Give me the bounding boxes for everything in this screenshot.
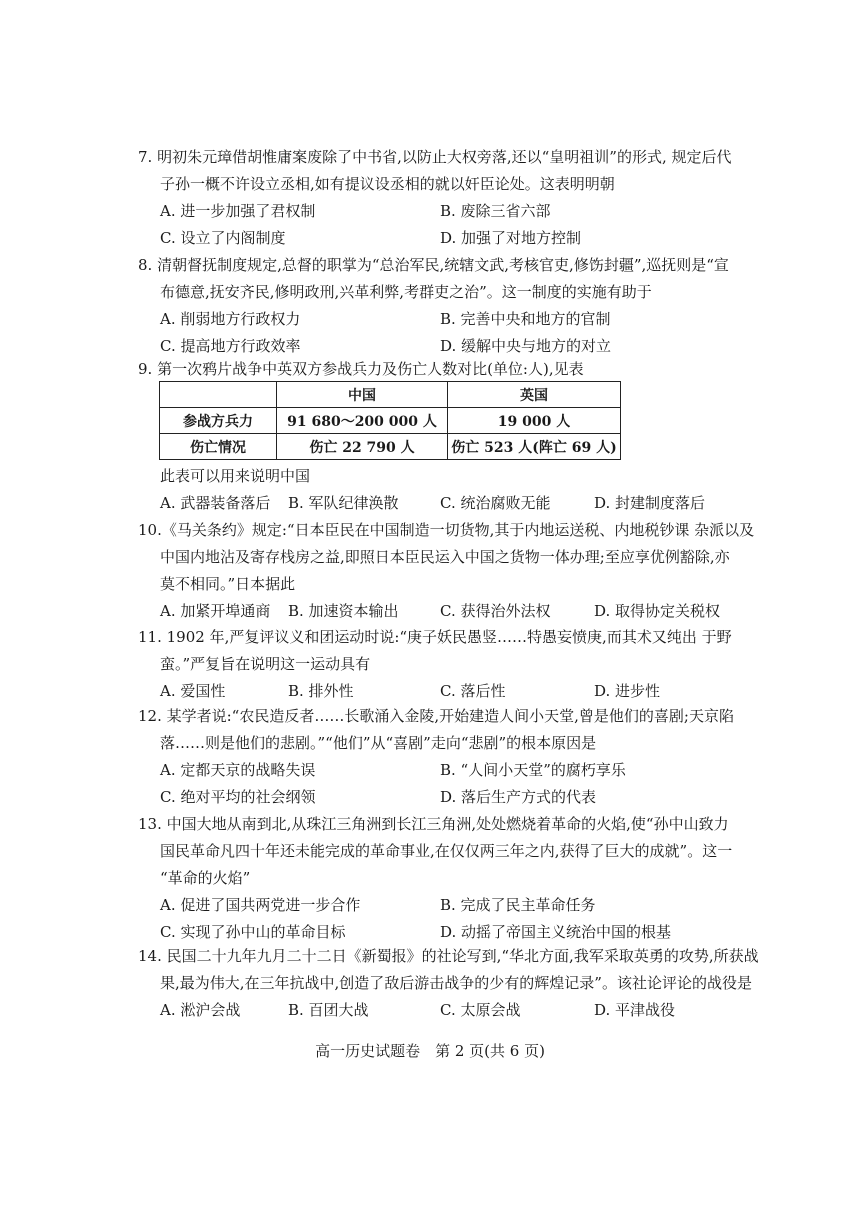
table-header-cell: 英国 — [448, 382, 621, 408]
option-a[interactable]: A. 削弱地方行政权力 — [160, 310, 301, 328]
table-header-row — [160, 382, 621, 408]
option-b[interactable]: B. 军队纪律涣散 — [288, 494, 399, 512]
option-c[interactable]: C. 统治腐败无能 — [440, 494, 551, 512]
table-cell: 伤亡 22 790 人 — [277, 434, 448, 460]
table-cell: 伤亡情况 — [160, 434, 277, 460]
question-13-stem-line-2: 国民革命凡四十年还未能完成的革命事业,在仅仅两三年之内,获得了巨大的成就”。这一 — [160, 842, 733, 860]
question-13-stem-line-1: 13. 中国大地从南到北,从珠江三角洲到长江三角洲,处处燃烧着革命的火焰,使“孙中山致力 — [138, 815, 729, 833]
option-a[interactable]: A. 定都天京的战略失误 — [160, 761, 316, 779]
question-10-stem-line-3: 莫不相同。”日本据此 — [160, 575, 296, 593]
table-cell: 19 000 人 — [448, 408, 621, 434]
question-14 — [138, 943, 758, 1024]
page-footer: 高一历史试题卷 第 2 页(共 6 页) — [315, 1042, 545, 1060]
question-12-options-row-1 — [138, 757, 758, 784]
option-a[interactable]: A. 爱国性 — [160, 682, 226, 700]
option-b[interactable]: B. “人间小天堂”的腐朽享乐 — [440, 761, 626, 779]
question-7-stem-line-2: 子孙一概不许设立丞相,如有提议设丞相的就以奸臣论处。这表明明朝 — [160, 175, 615, 193]
option-b[interactable]: B. 加速资本输出 — [288, 602, 399, 620]
option-c[interactable]: C. 获得治外法权 — [440, 602, 551, 620]
option-c[interactable]: C. 设立了内阁制度 — [160, 229, 286, 247]
question-12-stem-line-1: 12. 某学者说:“农民造反者……长歌涌入金陵,开始建造人间小天堂,曾是他们的喜剧;天京陷 — [138, 707, 734, 725]
option-d[interactable]: D. 进步性 — [594, 682, 661, 700]
question-14-stem-line-2: 果,最为伟大,在三年抗战中,创造了敌后游击战争的少有的辉煌记录”。该社论评论的战役是 — [160, 974, 752, 992]
table-row — [160, 408, 621, 434]
question-11 — [138, 624, 758, 705]
option-d[interactable]: D. 封建制度落后 — [594, 494, 706, 512]
option-b[interactable]: B. 百团大战 — [288, 1001, 369, 1019]
option-c[interactable]: C. 太原会战 — [440, 1001, 521, 1019]
question-9 — [138, 356, 758, 383]
table-cell: 91 680～200 000 人 — [277, 408, 448, 434]
question-9-options-row — [138, 490, 758, 517]
casualty-table — [159, 381, 621, 460]
option-b[interactable]: B. 完成了民主革命任务 — [440, 896, 596, 914]
question-8-stem-line-2: 布德意,抚安齐民,修明政刑,兴革利弊,考群吏之治”。这一制度的实施有助于 — [160, 283, 652, 301]
question-10 — [138, 517, 758, 625]
question-12-stem-line-2: 落……则是他们的悲剧。”“他们”从“喜剧”走向“悲剧”的根本原因是 — [160, 734, 597, 752]
option-b[interactable]: B. 排外性 — [288, 682, 354, 700]
question-7-options-row-1 — [138, 198, 758, 225]
option-d[interactable]: D. 缓解中央与地方的对立 — [440, 337, 612, 355]
option-a[interactable]: A. 武器装备落后 — [160, 494, 271, 512]
table-cell: 参战方兵力 — [160, 408, 277, 434]
question-11-options-row — [138, 678, 758, 705]
question-13-stem-line-3: “革命的火焰” — [160, 869, 251, 887]
question-14-options-row — [138, 997, 758, 1024]
question-12-options-row-2 — [138, 784, 758, 811]
option-b[interactable]: B. 完善中央和地方的官制 — [440, 310, 611, 328]
option-d[interactable]: D. 平津战役 — [594, 1001, 676, 1019]
question-10-stem-line-2: 中国内地沾及寄存栈房之益,即照日本臣民运入中国之货物一体办理;至应享优例豁除,亦 — [160, 548, 730, 566]
option-c[interactable]: C. 实现了孙中山的革命目标 — [160, 923, 346, 941]
option-a[interactable]: A. 加紧开埠通商 — [160, 602, 271, 620]
option-b[interactable]: B. 废除三省六部 — [440, 202, 551, 220]
question-13 — [138, 811, 758, 946]
question-11-stem-line-1: 11. 1902 年,严复评议义和团运动时说:“庚子妖民愚竖……特愚妄愤庚,而其术又纯出 于野 — [138, 628, 732, 646]
option-a[interactable]: A. 进一步加强了君权制 — [160, 202, 316, 220]
question-11-stem-line-2: 蛮。”严复旨在说明这一运动具有 — [160, 655, 371, 673]
option-a[interactable]: A. 促进了国共两党进一步合作 — [160, 896, 361, 914]
question-7 — [138, 144, 758, 252]
question-8-options-row-1 — [138, 306, 758, 333]
question-9-prompt: 此表可以用来说明中国 — [160, 467, 311, 485]
question-7-stem-line-1: 7. 明初朱元璋借胡惟庸案废除了中书省,以防止大权旁落,还以“皇明祖训”的形式, 规定后代 — [138, 148, 732, 166]
question-9-stem: 9. 第一次鸦片战争中英双方参战兵力及伤亡人数对比(单位:人),见表 — [138, 360, 584, 378]
option-c[interactable]: C. 提高地方行政效率 — [160, 337, 301, 355]
question-10-stem-line-1: 10.《马关条约》规定:“日本臣民在中国制造一切货物,其于内地运送税、内地税钞课 杂派以及 — [138, 521, 755, 539]
table-header-cell — [160, 382, 277, 408]
question-9-followup — [138, 463, 758, 517]
table-cell: 伤亡 523 人(阵亡 69 人) — [448, 434, 621, 460]
option-c[interactable]: C. 绝对平均的社会纲领 — [160, 788, 316, 806]
option-c[interactable]: C. 落后性 — [440, 682, 506, 700]
option-d[interactable]: D. 取得协定关税权 — [594, 602, 721, 620]
question-13-options-row-2 — [138, 919, 758, 946]
option-d[interactable]: D. 落后生产方式的代表 — [440, 788, 597, 806]
option-d[interactable]: D. 加强了对地方控制 — [440, 229, 582, 247]
question-13-options-row-1 — [138, 892, 758, 919]
table-header-cell: 中国 — [277, 382, 448, 408]
question-7-options-row-2 — [138, 225, 758, 252]
question-14-stem-line-1: 14. 民国二十九年九月二十二日《新蜀报》的社论写到,“华北方面,我军采取英勇的攻势,所获战 — [138, 947, 759, 965]
option-d[interactable]: D. 动摇了帝国主义统治中国的根基 — [440, 923, 672, 941]
table-row — [160, 434, 621, 460]
question-12 — [138, 703, 758, 811]
question-8-stem-line-1: 8. 清朝督抚制度规定,总督的职掌为“总治军民,统辖文武,考核官吏,修饬封疆”,巡抚则是“宣 — [138, 256, 729, 274]
question-10-options-row — [138, 598, 758, 625]
question-8 — [138, 252, 758, 360]
option-a[interactable]: A. 淞沪会战 — [160, 1001, 241, 1019]
